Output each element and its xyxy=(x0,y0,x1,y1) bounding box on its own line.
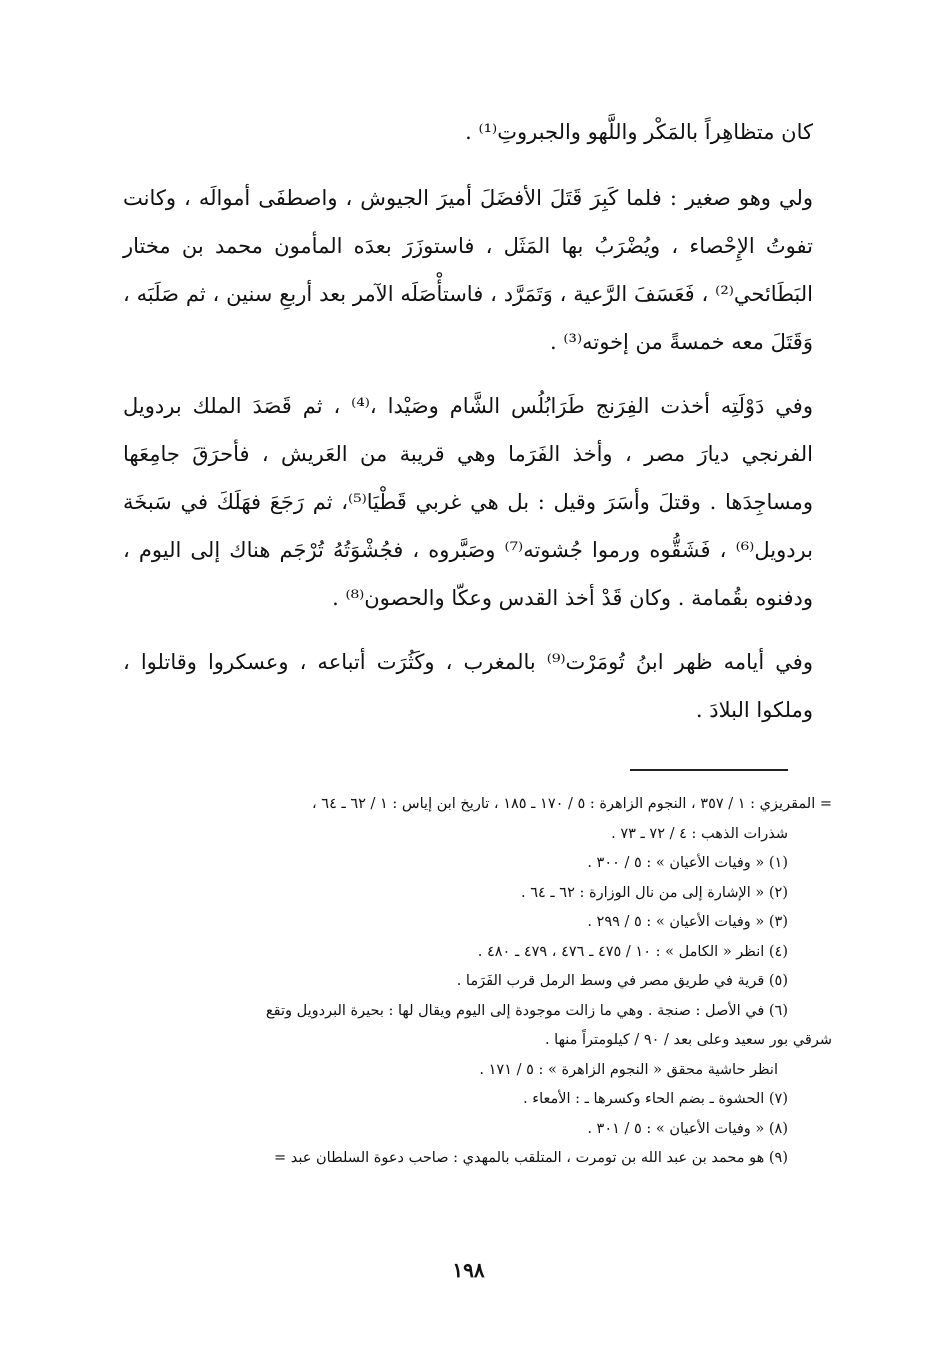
footnote-1: (١) « وفيات الأعيان » : ٥ / ٣٠٠ . xyxy=(587,855,788,871)
page-number: ١٩٨ xyxy=(452,1258,485,1282)
footnote-continuation-line: = المقريزي : ١ / ٣٥٧ ، النجوم الزاهرة : ٥ / ١٧٠ ـ ١٨٥ ، تاريخ ابن إياس : ١ / ٦٢ ـ ٦٤ ، xyxy=(312,796,832,812)
footnote-6-continuation: شرقي بور سعيد وعلى بعد / ٩٠ / كيلومتراً منها . xyxy=(544,1032,832,1048)
footnotes-section xyxy=(122,790,832,1174)
footnote-5: (٥) قرية في طريق مصر في وسط الرمل قرب الفَرَما . xyxy=(456,973,788,989)
footnote-4: (٤) انظر « الكامل » : ١٠ / ٤٧٥ ـ ٤٧٦ ، ٤٧٩ ـ ٤٨٠ . xyxy=(477,943,788,960)
paragraph-4: وفي أيامه ظهر ابنُ تُومَرْت⁽⁹⁾ بالمغرب ، وكَثُرَت أتباعه ، وعسكروا وقاتلوا ، وملكوا البلادَ . xyxy=(123,650,813,722)
footnote-6: (٦) في الأصل : صنجة . وهي ما زالت موجودة إلى اليوم ويقال لها : بحيرة البردويل وتقع xyxy=(265,1002,788,1019)
footnote-3: (٣) « وفيات الأعيان » : ٥ / ٢٩٩ . xyxy=(587,914,788,930)
main-text-body xyxy=(123,108,813,750)
footnote-continuation-line: شذرات الذهب : ٤ / ٧٢ ـ ٧٣ . xyxy=(611,825,788,842)
footnote-7: (٧) الحشوة ـ بضم الحاء وكسرها ـ : الأمعاء . xyxy=(523,1091,788,1107)
paragraph-2: ولي وهو صغير : فلما كَبِرَ قَتَلَ الأفضَلَ أميرَ الجيوش ، واصطفَى أموالَه ، وكانت تفوتُ الإِحْصاء ، ويُضْرَبُ بها المَثَل ، فاستوزَرَ بعدَه المأمون محمد بن مختار البَطَائحي⁽²⁾ ، فَعَسَفَ الرَّعية ، وَتَمَرَّد ، فاستأْصَلَه الآمر بعد أربعِ سنين ، ثم صَلَبَه ، وَقَتَلَ معه خمسةً من إخوته⁽³⁾ . xyxy=(123,186,813,354)
footnote-8: (٨) « وفيات الأعيان » : ٥ / ٣٠١ . xyxy=(587,1120,788,1137)
footnote-9: (٩) هو محمد بن عبد الله بن تومرت ، المتلقب بالمهدي : صاحب دعوة السلطان عبد = xyxy=(274,1150,788,1166)
footnote-separator-rule xyxy=(630,769,788,771)
paragraph-1: كان متظاهِراً بالمَكْر واللَّهو والجبروتِ⁽¹⁾ . xyxy=(465,120,813,144)
paragraph-3: وفي دَوْلَتِه أخذت الفِرَنج طَرَابُلُس الشَّام وصَيْدا ،⁽⁴⁾ ، ثم قَصَدَ الملك بردويل الفرنجي ديارَ مصر ، وأخذ الفَرَما وهي قريبة من العَريش ، فأحرَقَ جامِعَها ومساجِدَها . وقتلَ وأسَرَ وقيل : بل هي غربي قَطْيَا⁽⁵⁾، ثم رَجَعَ فهَلَكَ في سَبخَة بردويل⁽⁶⁾ ، فَشَقُّوه ورموا جُشوته⁽⁷⁾ وصَبَّروه ، فجُشْوَتُهُ تُرْجَم هناك إلى اليوم ، ودفنوه بقُمامة . وكان قَدْ أخذ القدس وعكّا والحصون⁽⁸⁾ . xyxy=(123,394,813,610)
footnote-2: (٢) « الإشارة إلى من نال الوزارة : ٦٢ ـ ٦٤ . xyxy=(521,884,788,901)
footnote-6-reference: انظر حاشية محقق « النجوم الزاهرة » : ٥ / ١٧١ . xyxy=(479,1061,778,1078)
